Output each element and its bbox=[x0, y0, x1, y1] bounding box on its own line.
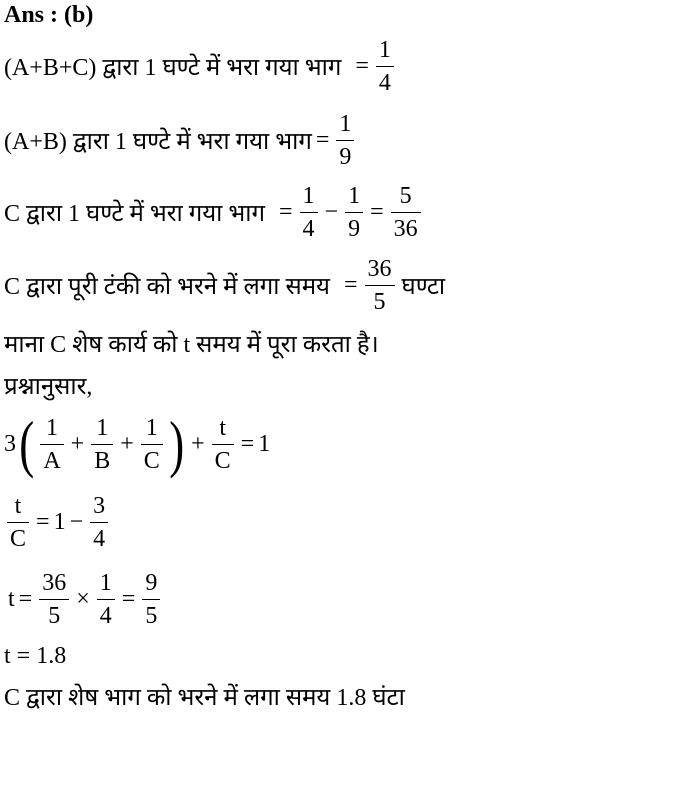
fraction-5-36 bbox=[391, 184, 421, 241]
plus-sign: + bbox=[70, 430, 85, 457]
fraction-1-B bbox=[91, 416, 113, 473]
equation-4: t = 1.8 bbox=[4, 643, 67, 669]
numerator: t bbox=[14, 493, 22, 519]
numerator: 9 bbox=[145, 570, 158, 596]
minus-sign: − bbox=[69, 509, 84, 535]
equals-sign: = bbox=[36, 509, 50, 535]
equals-sign: = bbox=[240, 430, 255, 457]
line-abc-text: (A+B+C) द्वारा 1 घण्टे में भरा गया भाग bbox=[4, 55, 342, 81]
fraction-t-C bbox=[7, 494, 29, 551]
numerator: 36 bbox=[42, 570, 67, 596]
fraction-1-9 bbox=[336, 112, 354, 169]
fraction-1-4 bbox=[97, 571, 115, 628]
equals-sign: = bbox=[278, 199, 293, 225]
one-value: 1 bbox=[53, 509, 66, 535]
fraction-1-A bbox=[40, 416, 63, 473]
fraction-1-C bbox=[141, 416, 163, 473]
line-ab-text: (A+B) द्वारा 1 घण्टे में भरा गया भाग bbox=[4, 129, 312, 155]
numerator: 1 bbox=[339, 111, 352, 137]
minus-sign: − bbox=[324, 199, 339, 225]
numerator: 1 bbox=[45, 414, 58, 441]
line-assume: माना C शेष कार्य को t समय में पूरा करता है। bbox=[4, 332, 379, 358]
line-ab-rate bbox=[4, 112, 357, 169]
equals-sign: = bbox=[370, 199, 384, 225]
unit-text: घण्टा bbox=[401, 274, 446, 300]
line-c-rate bbox=[4, 184, 424, 241]
numerator: 1 bbox=[145, 414, 158, 441]
fraction-1-4 bbox=[300, 184, 318, 241]
denominator: C bbox=[143, 447, 160, 474]
denominator: C bbox=[214, 447, 231, 474]
fraction-36-5 bbox=[39, 571, 69, 628]
fraction-1-4 bbox=[376, 38, 394, 95]
denominator: 5 bbox=[48, 603, 61, 629]
numerator: 1 bbox=[348, 183, 361, 209]
equation-2 bbox=[4, 494, 111, 551]
numerator: 36 bbox=[367, 256, 392, 282]
fraction-36-5 bbox=[365, 257, 395, 314]
final-answer: C द्वारा शेष भाग को भरने में लगा समय 1.8 घंटा bbox=[4, 685, 405, 711]
plus-sign: + bbox=[120, 430, 134, 457]
plus-sign: + bbox=[191, 430, 205, 457]
equals-sign: = bbox=[315, 127, 330, 153]
denominator: 4 bbox=[99, 603, 112, 629]
denominator: 5 bbox=[373, 289, 386, 315]
times-sign: × bbox=[76, 586, 90, 612]
denominator: 5 bbox=[145, 603, 158, 629]
denominator: 4 bbox=[302, 216, 315, 242]
fraction-1-9 bbox=[345, 184, 363, 241]
equals-sign: = bbox=[355, 53, 369, 79]
left-paren: ( bbox=[19, 408, 35, 479]
line-c-full-text: C द्वारा पूरी टंकी को भरने में लगा समय bbox=[4, 274, 330, 300]
answer-label: Ans : (b) bbox=[4, 2, 94, 28]
line-c-text: C द्वारा 1 घण्टे में भरा गया भाग bbox=[4, 201, 265, 227]
rhs-value: 1 bbox=[258, 430, 271, 457]
line-according: प्रश्नानुसार, bbox=[4, 374, 93, 400]
numerator: 3 bbox=[93, 493, 106, 519]
denominator: 9 bbox=[348, 216, 361, 242]
right-paren: ) bbox=[168, 408, 184, 479]
fraction-9-5 bbox=[142, 571, 160, 628]
equation-1 bbox=[4, 408, 271, 479]
denominator: C bbox=[10, 526, 27, 552]
numerator: 1 bbox=[99, 570, 112, 596]
lhs-variable: t bbox=[8, 586, 15, 612]
denominator: 9 bbox=[339, 144, 352, 170]
denominator: 4 bbox=[93, 526, 106, 552]
numerator: 1 bbox=[302, 183, 315, 209]
denominator: B bbox=[94, 447, 111, 474]
equals-sign: = bbox=[18, 586, 33, 612]
equation-3 bbox=[4, 571, 163, 628]
coefficient: 3 bbox=[4, 430, 16, 457]
line-abc-rate bbox=[4, 38, 397, 95]
line-c-full-time bbox=[4, 257, 445, 314]
numerator: t bbox=[219, 414, 226, 441]
equals-sign: = bbox=[121, 586, 136, 612]
denominator: 36 bbox=[393, 216, 418, 242]
denominator: 4 bbox=[378, 70, 391, 96]
denominator: A bbox=[43, 447, 61, 474]
numerator: 1 bbox=[96, 414, 109, 441]
numerator: 5 bbox=[399, 183, 412, 209]
equals-sign: = bbox=[343, 272, 358, 298]
numerator: 1 bbox=[378, 37, 391, 63]
fraction-t-C bbox=[212, 416, 234, 473]
fraction-3-4 bbox=[90, 494, 108, 551]
